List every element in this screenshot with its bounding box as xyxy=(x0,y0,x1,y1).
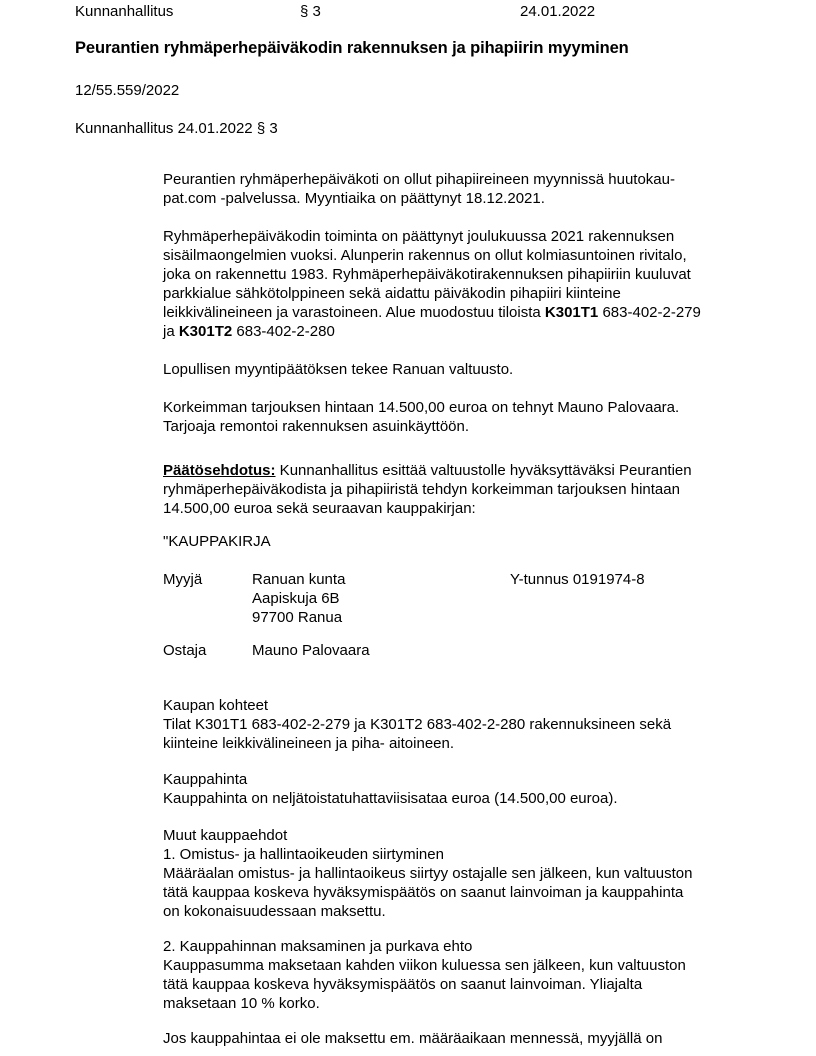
committee-name: Kunnanhallitus xyxy=(75,3,174,20)
seller-row xyxy=(163,570,788,627)
text-run: 683-402-2-279 ja xyxy=(163,304,701,340)
other-terms-heading: Muut kauppaehdot xyxy=(163,827,288,844)
document-subheading: Kunnanhallitus 24.01.2022 § 3 xyxy=(75,120,278,137)
seller-business-id: Y-tunnus 0191974-8 xyxy=(510,571,645,588)
buyer-label: Ostaja xyxy=(163,642,207,659)
sale-objects-text: Tilat K301T1 683-402-2-279 ja K301T2 683-402-2-280 rakennuksineen sekä kiinteine leikkivälineineen ja piha- aitoineen. xyxy=(163,716,672,752)
deed-heading: "KAUPPAKIRJA xyxy=(163,533,271,550)
seller-address-line2: 97700 Ranua xyxy=(252,609,343,626)
section-sale-objects xyxy=(163,696,788,753)
case-number: 12/55.559/2022 xyxy=(75,82,180,99)
section-payment-term xyxy=(163,937,788,1013)
buyer-row xyxy=(163,641,788,660)
document-header xyxy=(75,0,816,21)
term2-text: Kauppasumma maksetaan kahden viikon kuluessa sen jälkeen, kun valtuuston tätä kauppaa koskeva hyväksymispäätös on saanut lainvoiman. Yliajalta maksetaan 10 % korko. xyxy=(163,957,686,1012)
paragraph-final-decision-note: Lopullisen myyntipäätöksen tekee Ranuan valtuusto. xyxy=(163,361,514,378)
buyer-name: Mauno Palovaara xyxy=(252,642,370,659)
seller-address-line1: Aapiskuja 6B xyxy=(252,590,340,607)
purchase-price-text: Kauppahinta on neljätoistatuhattaviisisataa euroa (14.500,00 euroa). xyxy=(163,790,618,807)
purchase-price-heading: Kauppahinta xyxy=(163,771,248,788)
section-number: § 3 xyxy=(300,3,321,20)
document-title: Peurantien ryhmäperhepäiväkodin rakennuksen ja pihapiirin myyminen xyxy=(75,39,629,57)
seller-details xyxy=(252,570,345,627)
term1-text: Määräalan omistus- ja hallintaoikeus siirtyy ostajalle sen jälkeen, kun valtuuston tätä kauppaa koskeva hyväksymispäätös on saanut lainvoiman ja kauppahinta on kokonaisuudessaan maksettu. xyxy=(163,865,693,920)
section-purchase-price xyxy=(163,770,788,808)
paragraph-auction-info: Peurantien ryhmäperhepäiväkoti on ollut pihapiireineen myynnissä huutokau- pat.com -palvelussa. Myyntiaika on päättynyt 18.12.2021. xyxy=(163,171,675,207)
document-body xyxy=(163,170,788,1048)
section-other-terms xyxy=(163,826,788,921)
term1-title: 1. Omistus- ja hallintaoikeuden siirtyminen xyxy=(163,846,444,863)
paragraph-building-info xyxy=(163,227,788,341)
text-run: 683-402-2-280 xyxy=(232,323,335,340)
decision-proposal-label: Päätösehdotus: xyxy=(163,462,276,479)
property-id-1: K301T1 xyxy=(544,304,599,321)
sale-objects-heading: Kaupan kohteet xyxy=(163,697,269,714)
decision-proposal-text: Kunnanhallitus esittää valtuustolle hyväksyttäväksi Peurantien ryhmäperhepäiväkodista ja pihapiiristä tehdyn korkeimman tarjouksen hintaan 14.500,00 euroa sekä seuraavan kauppakirjan: xyxy=(163,462,692,517)
text-run: Ryhmäperhepäiväkodin toiminta on päättynyt joulukuussa 2021 rakennuksen sisäilmaongelmien vuoksi. Alunperin rakennus on ollut kolmiasuntoinen rivitalo, joka on rakennettu 1983. Ryhmäperhepäiväkotirakennuksen pihapiiriin kuuluvat parkkialue sähkötolppineen sekä aidattu päiväkodin pihapiiri kiinteine leikkivälineineen ja varastoineen. Alue muodostuu tiloista xyxy=(163,228,691,321)
property-id-2: K301T2 xyxy=(178,323,233,340)
paragraph-unpaid-clause: Jos kauppahintaa ei ole maksettu em. määräaikaan mennessä, myyjällä on xyxy=(163,1030,663,1047)
paragraph-decision-proposal xyxy=(163,461,788,518)
document-date: 24.01.2022 xyxy=(520,3,596,20)
term2-title: 2. Kauppahinnan maksaminen ja purkava ehto xyxy=(163,938,473,955)
paragraph-highest-bid: Korkeimman tarjouksen hintaan 14.500,00 euroa on tehnyt Mauno Palovaara. Tarjoaja remontoi rakennuksen asuinkäyttöön. xyxy=(163,399,680,435)
seller-label: Myyjä xyxy=(163,571,203,588)
seller-name: Ranuan kunta xyxy=(252,571,346,588)
